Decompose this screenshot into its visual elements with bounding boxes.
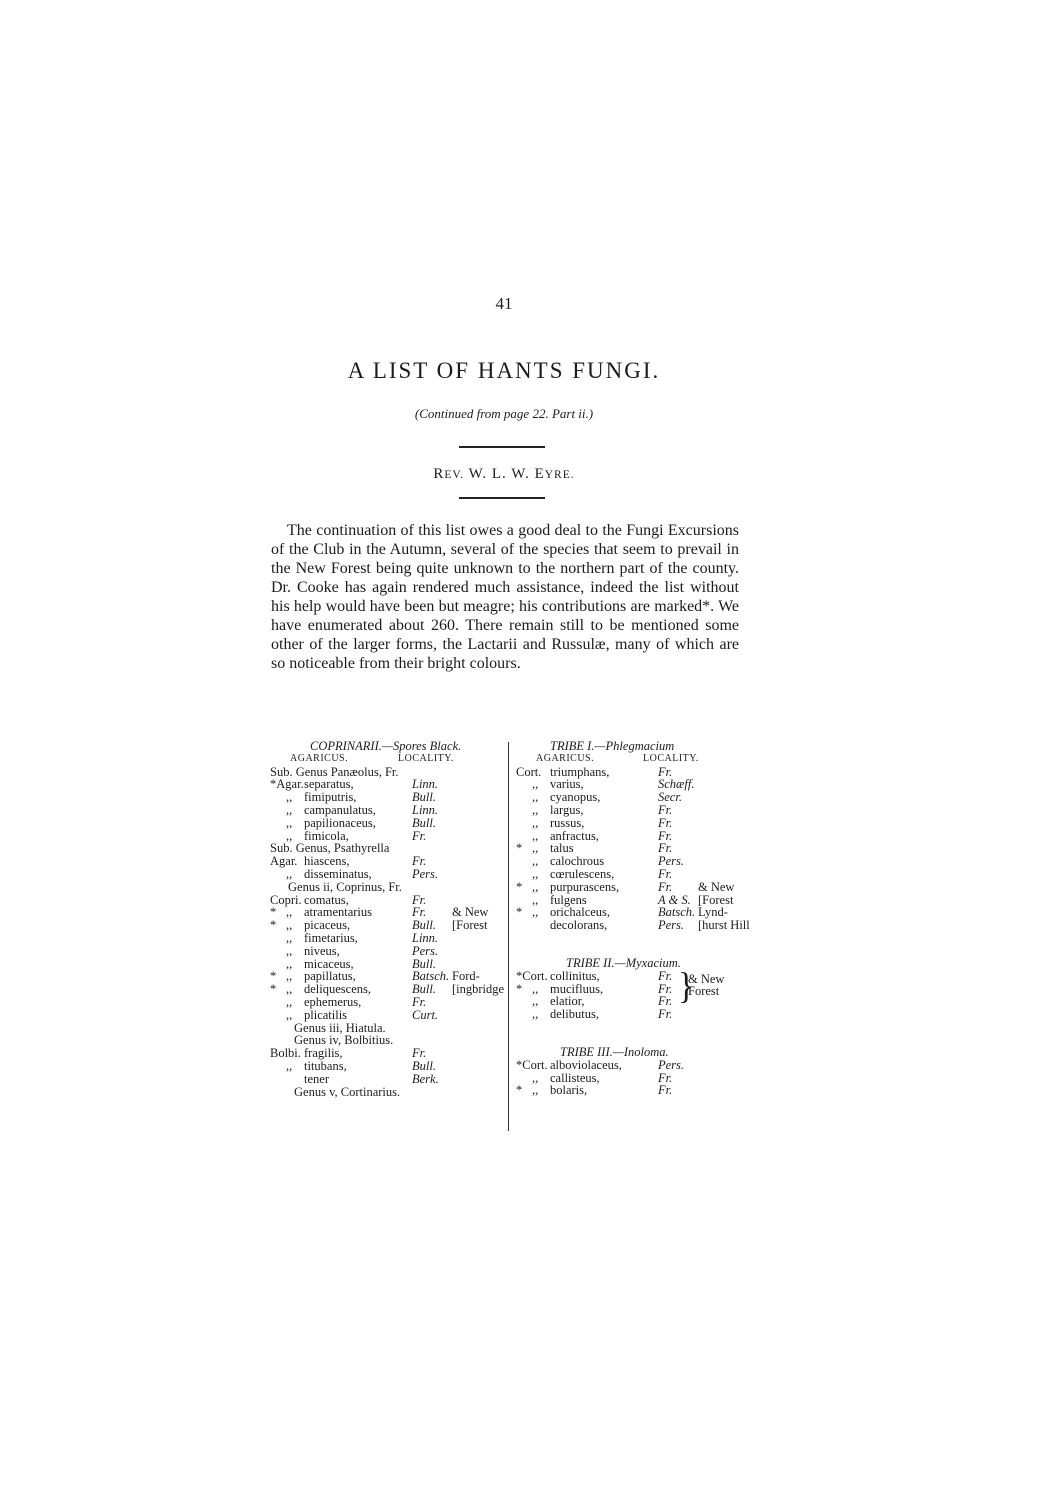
species-name: fimetarius, (304, 930, 358, 945)
ditto-mark: ,, (532, 994, 539, 1009)
intro-paragraph: The continuation of this list owes a good deal to the Fungi Excursions of the Club in the Autumn, several of the species that seem to prevail in the New Forest being quite unknown to the northern part of the county. Dr. Cooke has again rendered much assistance, indeed the list without his help would have been but meagre; his contributions are marked*. We have enumerated about 260. There remain still to be mentioned some other of the larger forms, the Lactarii and Russulæ, many of which are so noticeable from their bright colours. (271, 522, 739, 672)
ditto-mark: ,, (286, 969, 293, 984)
genus-label: Sub. Genus Panæolus, Fr. (270, 764, 399, 779)
left-column-headers (270, 753, 506, 766)
tribe1-heading: TRIBE I.—Phlegmacium (550, 739, 675, 753)
marker: Agar. (270, 854, 298, 869)
species-name: alboviolaceus, (550, 1057, 622, 1072)
authority: Schæff. (658, 777, 695, 792)
list-item (270, 932, 506, 945)
authority: Fr. (658, 1083, 673, 1098)
right-column-headers (516, 753, 748, 766)
species-name: separatus, (304, 777, 354, 792)
authority: Secr. (658, 790, 682, 805)
species-name: callisteus, (550, 1070, 600, 1085)
locality: Ford- (452, 969, 480, 984)
marker: * (270, 969, 277, 984)
species-name: triumphans, (550, 764, 610, 779)
authority: Linn. (412, 802, 439, 817)
authority: Pers. (658, 854, 685, 869)
marker: * (516, 879, 523, 894)
list-item (270, 996, 506, 1009)
authority: Fr. (658, 981, 673, 996)
species-name: cyanopus, (550, 790, 601, 805)
marker: *Cort. (516, 1057, 548, 1072)
ditto-mark: ,, (532, 1083, 539, 1098)
genus-label: Genus v, Cortinarius. (294, 1084, 401, 1099)
marker: * (516, 905, 523, 920)
authority: Bull. (412, 918, 436, 933)
species-name: collinitus, (550, 968, 600, 983)
species-name: calochrous (550, 854, 605, 869)
authority: Fr. (658, 764, 673, 779)
tribe3-heading: TRIBE III.—Inoloma. (560, 1044, 669, 1059)
list-item (270, 1060, 506, 1073)
marker: * (516, 841, 523, 856)
locality: [hurst Hill (698, 918, 750, 933)
ditto-mark: ,, (532, 879, 539, 894)
column-divider (508, 742, 509, 1131)
author-prefix-sc: EV. (444, 469, 465, 481)
authority: Batsch. (412, 969, 450, 984)
page-title: A LIST OF HANTS FUNGI. (347, 358, 661, 383)
authority: Fr. (658, 968, 673, 983)
species-name: cœrulescens, (550, 866, 615, 881)
list-item (270, 945, 506, 958)
authority: Fr. (412, 905, 427, 920)
authority: Bull. (412, 982, 436, 997)
list-item (270, 1047, 506, 1060)
authority: Fr. (658, 841, 673, 856)
authority: Berk. (412, 1071, 439, 1086)
authority: Pers. (658, 1057, 685, 1072)
locality: [Forest (698, 892, 734, 907)
authority: Fr. (658, 994, 673, 1009)
locality: [ingbridge (452, 982, 505, 997)
species-name: comatus, (304, 892, 349, 907)
authority: Fr. (412, 892, 427, 907)
marker: Cort. (516, 764, 542, 779)
locality: & New (698, 879, 735, 894)
list-item (516, 881, 748, 894)
col-agaricus: AGARICUS. (290, 752, 349, 764)
tribe2-block (516, 965, 748, 1022)
list-item (516, 1084, 748, 1097)
ditto-mark: ,, (286, 918, 293, 933)
bottom-rule (459, 497, 545, 499)
left-rows (270, 766, 506, 1099)
list-item (516, 868, 748, 881)
authority: Pers. (412, 943, 439, 958)
ditto-mark: ,, (286, 982, 293, 997)
genus-label: Sub. Genus, Psathyrella (270, 841, 390, 856)
subtitle: (Continued from page 22. Part ii.) (414, 406, 594, 421)
author-surname-initial: E (534, 466, 545, 482)
species-name: purpurascens, (550, 879, 620, 894)
marker: * (516, 1083, 523, 1098)
ditto-mark: ,, (286, 956, 293, 971)
authority: Curt. (412, 1007, 439, 1022)
ditto-mark: ,, (286, 802, 293, 817)
list-item (516, 817, 748, 830)
species-name: deliquescens, (304, 982, 371, 997)
tribe2-heading: TRIBE II.—Myxacium. (566, 955, 681, 970)
genus-label: Genus iv, Bolbitius. (294, 1033, 394, 1048)
list-item (270, 1086, 506, 1099)
list-item (270, 1073, 506, 1086)
authority: Fr. (658, 802, 673, 817)
authority: Fr. (412, 828, 427, 843)
authority: Fr. (658, 866, 673, 881)
species-name: atramentarius (304, 905, 373, 920)
list-item (270, 1009, 506, 1022)
authority: Fr. (658, 1007, 673, 1022)
marker: * (270, 905, 277, 920)
authority: Fr. (658, 828, 673, 843)
list-item (516, 804, 748, 817)
species-name: bolaris, (550, 1083, 588, 1098)
ditto-mark: ,, (532, 841, 539, 856)
genus-label: Genus ii, Coprinus, Fr. (288, 879, 402, 894)
ditto-mark: ,, (532, 815, 539, 830)
species-name: plicatilis (304, 1007, 348, 1022)
ditto-mark: ,, (286, 790, 293, 805)
authority: A & S. (658, 892, 691, 907)
genus-label: Genus iii, Hiatula. (294, 1020, 386, 1035)
species-name: disseminatus, (304, 866, 372, 881)
species-name: decolorans, (550, 918, 608, 933)
col-agaricus-right: AGARICUS. (536, 752, 595, 764)
ditto-mark: ,, (532, 777, 539, 792)
species-name: tener (304, 1071, 329, 1086)
list-item (270, 804, 506, 817)
tribe1-rows (516, 766, 748, 932)
list-item (270, 868, 506, 881)
authority: Batsch. (658, 905, 696, 920)
list-item (516, 919, 748, 932)
locality: Lynd- (698, 905, 728, 920)
page-number: 41 (495, 294, 513, 313)
list-item (516, 1059, 748, 1072)
species-name: hiascens, (304, 854, 350, 869)
authority: Bull. (412, 1058, 436, 1073)
species-name: elatior, (550, 994, 585, 1009)
species-name: papillatus, (304, 969, 356, 984)
species-name: mucifluus, (550, 981, 604, 996)
authority: Bull. (412, 790, 436, 805)
author-prefix: R (433, 466, 445, 482)
species-name: fimiputris, (304, 790, 357, 805)
ditto-mark: ,, (286, 930, 293, 945)
authority: Fr. (412, 1046, 427, 1061)
ditto-mark: ,, (532, 790, 539, 805)
list-item (270, 881, 506, 894)
species-name: fulgens (550, 892, 587, 907)
ditto-mark: ,, (532, 866, 539, 881)
marker: Copri. (270, 892, 302, 907)
species-name: fimicola, (304, 828, 349, 843)
ditto-mark: ,, (532, 802, 539, 817)
ditto-mark: ,, (286, 828, 293, 843)
col-locality: LOCALITY. (398, 752, 454, 764)
ditto-mark: ,, (286, 1007, 293, 1022)
tribe3-rows (516, 1059, 748, 1097)
ditto-mark: ,, (532, 854, 539, 869)
col-locality-right: LOCALITY. (643, 752, 699, 764)
tribe2-note: & New Forest (688, 971, 725, 999)
marker: * (516, 981, 523, 996)
authority: Fr. (658, 815, 673, 830)
species-name: orichalceus, (550, 905, 611, 920)
left-column (270, 740, 506, 1098)
authority: Pers. (658, 918, 685, 933)
authority: Pers. (412, 866, 439, 881)
marker: Bolbi. (270, 1046, 301, 1061)
ditto-mark: ,, (286, 943, 293, 958)
authority: Fr. (658, 879, 673, 894)
species-name: largus, (550, 802, 584, 817)
ditto-mark: ,, (532, 981, 539, 996)
locality: [Forest (452, 918, 488, 933)
top-rule (459, 446, 545, 448)
species-name: varius, (550, 777, 584, 792)
ditto-mark: ,, (286, 866, 293, 881)
species-name: niveus, (304, 943, 340, 958)
authority: Bull. (412, 956, 436, 971)
marker: * (270, 918, 277, 933)
author-surname-sc: YRE. (544, 469, 575, 481)
left-heading: COPRINARII.—Spores Black. (310, 739, 462, 753)
species-name: anfractus, (550, 828, 599, 843)
species-name: micaceus, (304, 956, 354, 971)
authority: Bull. (412, 815, 436, 830)
authority: Fr. (412, 854, 427, 869)
authority: Linn. (412, 930, 439, 945)
ditto-mark: ,, (286, 1058, 293, 1073)
species-name: russus, (550, 815, 585, 830)
author-initials: W. L. W. (468, 466, 530, 482)
marker: * (270, 982, 277, 997)
species-name: campanulatus, (304, 802, 376, 817)
ditto-mark: ,, (532, 905, 539, 920)
authority: Fr. (412, 994, 427, 1009)
authority: Fr. (658, 1070, 673, 1085)
locality: & New (452, 905, 489, 920)
ditto-mark: ,, (286, 905, 293, 920)
ditto-mark: ,, (532, 892, 539, 907)
author (0, 466, 1008, 483)
right-column (516, 740, 748, 1097)
species-name: titubans, (304, 1058, 347, 1073)
ditto-mark: ,, (286, 815, 293, 830)
authority: Linn. (412, 777, 439, 792)
marker: *Cort. (516, 968, 548, 983)
species-name: fragilis, (304, 1046, 343, 1061)
species-name: ephemerus, (304, 994, 362, 1009)
ditto-mark: ,, (532, 1070, 539, 1085)
species-name: delibutus, (550, 1007, 599, 1022)
ditto-mark: ,, (532, 828, 539, 843)
species-name: picaceus, (304, 918, 351, 933)
species-name: papilionaceus, (304, 815, 376, 830)
list-item (516, 1008, 748, 1021)
ditto-mark: ,, (286, 994, 293, 1009)
list-item (270, 817, 506, 830)
brace: } (678, 965, 695, 1007)
ditto-mark: ,, (532, 1007, 539, 1022)
marker: *Agar. (270, 777, 304, 792)
species-name: talus (550, 841, 574, 856)
